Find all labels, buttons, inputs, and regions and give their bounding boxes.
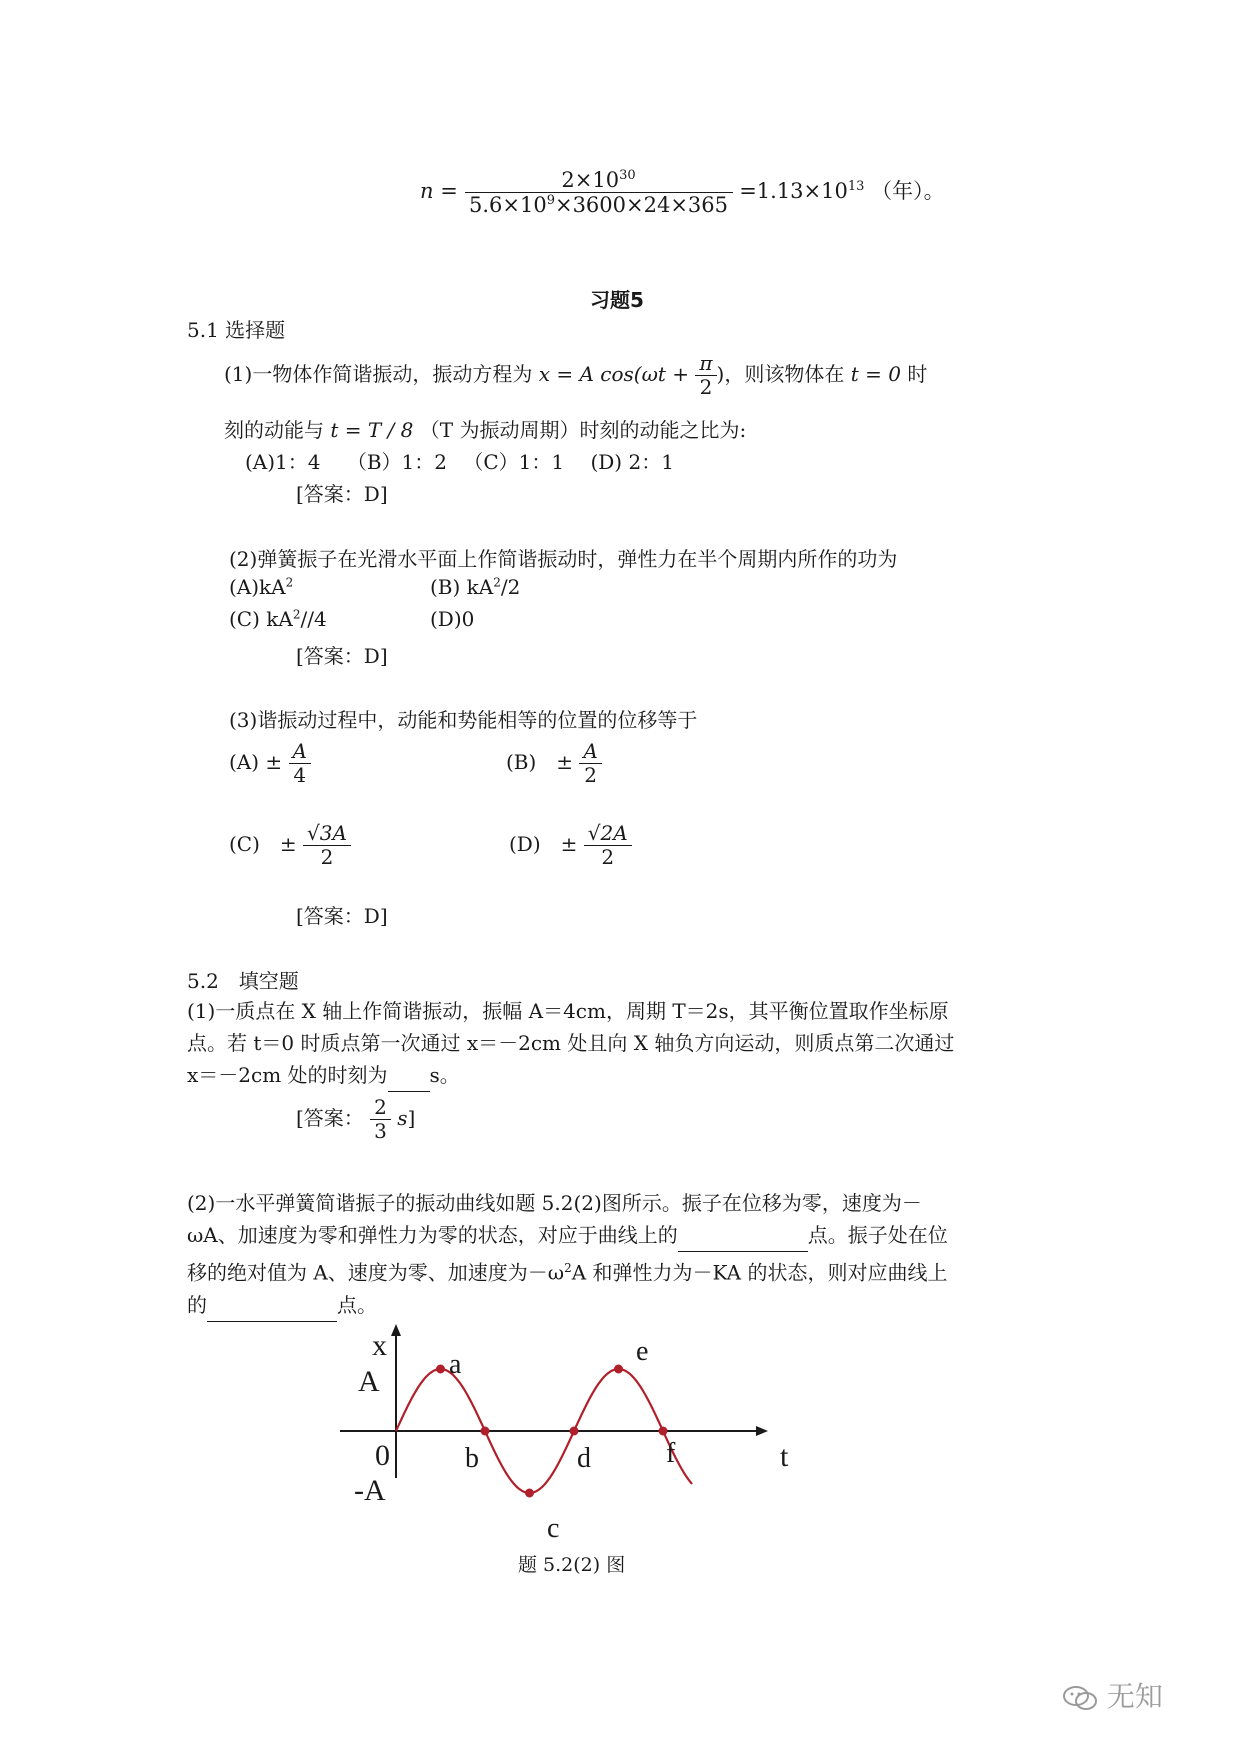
point-label-e: e <box>636 1336 649 1367</box>
q2-optC: (C) $kA^2//4$ <box>229 607 327 631</box>
label-x: x <box>372 1329 387 1362</box>
q52-1-text: (1)一质点在 X 轴上作简谐振动，振幅 A＝4cm，周期 T＝2s，其平衡位置取作坐标原点。若 t＝0 时质点第一次通过 x＝－2cm 处且向 X 轴负方向运动，则质点第二次通过 x＝－2cm 处的时刻为 s。 <box>187 995 957 1092</box>
q52-1-answer: [答案： $\frac{2}{3}$ s] <box>296 1095 416 1143</box>
watermark-text: 无知 <box>1106 1680 1163 1713</box>
figure-caption: 题 5.2(2) 图 <box>518 1554 626 1576</box>
q2-optA: $(A)kA^2$ <box>229 575 294 599</box>
curve-point-e <box>614 1365 623 1374</box>
curve-point-c <box>525 1489 534 1498</box>
q1-options: (A)1：4 （B）1：2 （C）1：1 (D) 2：1 <box>245 450 674 474</box>
q1-formula: x = A cos(ωt + <box>538 362 690 386</box>
q3-stem: (3)谐振动过程中，动能和势能相等的位置的位移等于 <box>229 708 698 732</box>
label-0: 0 <box>375 1439 390 1472</box>
sec51-title: 5.1 选择题 <box>187 318 286 342</box>
q2-optD: (D)0 <box>430 607 475 631</box>
x-axis-arrow <box>391 1324 401 1336</box>
q3-optC: (C) ± $\frac{√3A}{2}$ <box>229 822 351 869</box>
q1-pi-over-2: $\frac{\pi}{2}$ <box>695 352 716 399</box>
eq-unit: （年）。 <box>871 179 945 204</box>
curve-point-b <box>481 1427 490 1436</box>
watermark <box>1062 1675 1163 1715</box>
eq-result: =1.13×10 <box>739 179 848 204</box>
point-label-a: a <box>449 1349 462 1380</box>
label-t: t <box>780 1440 789 1473</box>
label-negA: -A <box>354 1474 386 1507</box>
q3-optA: (A) ± $\frac{A}{4}$ <box>229 740 311 787</box>
q2-answer: [答案：D] <box>296 644 388 668</box>
q52-2-text: (2)一水平弹簧简谐振子的振动曲线如题 5.2(2)图所示。振子在位移为零，速度为－ωA、加速度为零和弹性力为零的状态，对应于曲线上的 点。振子处在位移的绝对值为 A、速度为零、加速度为$-\omega^2A$ 和弹性力为－KA 的状态，则对应曲线上的 点。 <box>187 1187 957 1322</box>
point-label-b: b <box>465 1443 479 1474</box>
label-A: A <box>358 1365 380 1398</box>
point-label-c: c <box>547 1513 560 1544</box>
q3-answer: [答案：D] <box>296 904 388 928</box>
q3-optB: (B) ± $\frac{A}{2}$ <box>506 740 602 787</box>
q1-line2: 刻的动能与 t = T / 8 （T 为振动周期）时刻的动能之比为: <box>224 418 747 442</box>
point-label-d: d <box>577 1443 591 1474</box>
q1-line1: (1)一物体作简谐振动，振动方程为 x = A cos(ωt + $\frac{\pi}{2}$ )，则该物体在 t = 0 时 <box>224 351 928 399</box>
t-axis-arrow <box>756 1426 768 1436</box>
eq-lhs: n <box>420 179 434 204</box>
eq-fraction: $\frac{2\times 10^{30}}{5.6\times 10^9\times 3600\times 24\times 365}$ <box>465 168 733 217</box>
point-label-f: f <box>666 1438 676 1469</box>
q2-optB: (B) $kA^2/2$ <box>430 575 521 599</box>
wechat-icon <box>1062 1684 1098 1712</box>
curve-point-d <box>570 1427 579 1436</box>
section-title: 习题5 <box>590 288 644 312</box>
curve-point-f <box>659 1427 668 1436</box>
curve-point-a <box>436 1365 445 1374</box>
q1-answer: [答案：D] <box>296 482 388 506</box>
sec52-title: 5.2 填空题 <box>187 969 299 993</box>
top-equation: n = $\frac{2\times 10^{30}}{5.6\times 10^9\times 3600\times 24\times 365}$ $=1.13\times 10^{13}$ （年）。 <box>420 168 945 218</box>
q3-optD: (D) ± $\frac{√2A}{2}$ <box>509 822 632 869</box>
q2-stem: (2)弹簧振子在光滑水平面上作简谐振动时，弹性力在半个周期内所作的功为 <box>229 547 898 571</box>
